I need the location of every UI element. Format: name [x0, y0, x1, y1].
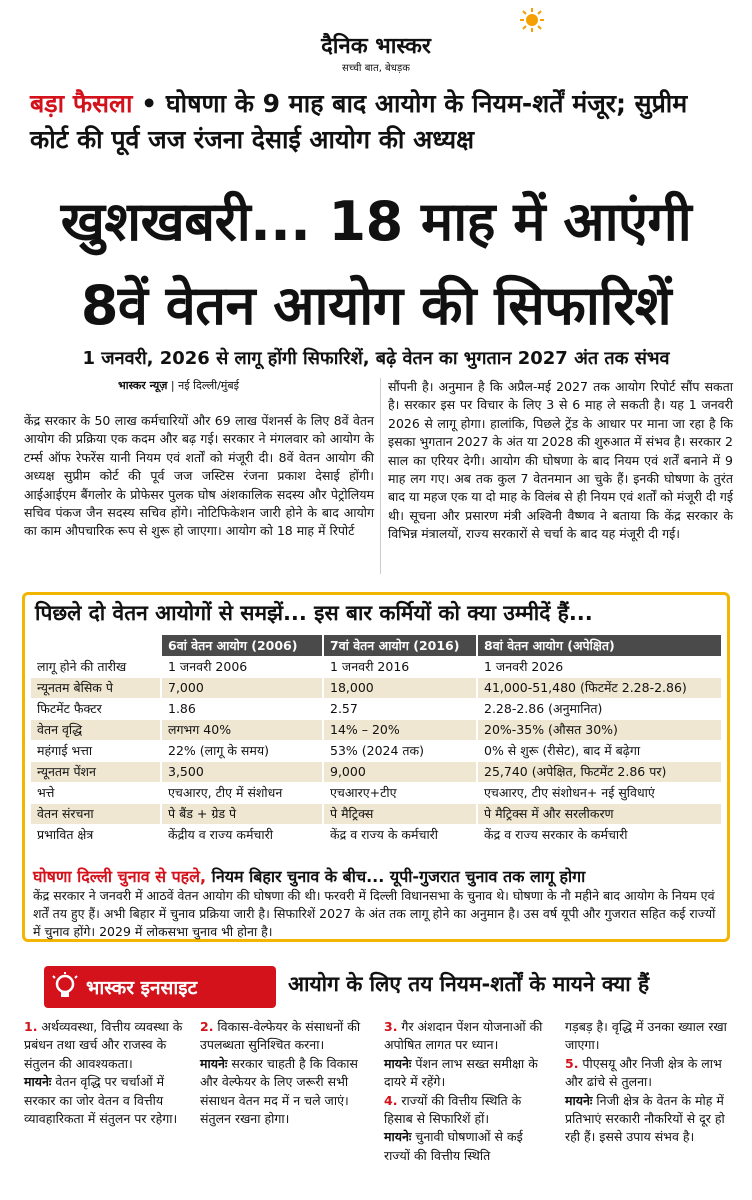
lightbulb-icon [50, 972, 80, 1002]
table-row [31, 782, 722, 803]
byline-place: | नई दिल्ली/मुंबई [167, 379, 240, 392]
point-number: 1. [24, 1019, 38, 1034]
subheadline: 1 जनवरी, 2026 से लागू होंगी सिफारिशें, बढ़े वेतन का भुगतान 2027 अंत तक संभव [82, 348, 670, 369]
point-text: विकास-वेल्फेयर के संसाधनों की उपलब्धता सुनिश्चित करना। [200, 1019, 361, 1053]
comparison-title: पिछले दो वेतन आयोगों से समझें... इस बार कर्मियों को क्या उम्मीदें हैं... [35, 601, 593, 625]
table-cell: 2.57 [323, 698, 477, 719]
meaning-label: मायनेः [384, 1055, 412, 1071]
row-label: भत्ते [31, 782, 161, 803]
table-cell: 41,000-51,480 (फिटमेंट 2.28-2.86) [477, 677, 722, 698]
article-column-left: केंद्र सरकार के 50 लाख कर्मचारियों और 69 लाख पेंशनर्स के लिए 8वें वेतन आयोग की प्रक्रिया एक कदम और बढ़ गई। सरकार ने मंगलवार को आयोग के टर्म्स ऑफ रेफरेंस यानी नियम एवं शर्तों को मंजूरी दी। 8वें वेतन आयोग की अध्यक्ष सुप्रीम कोर्ट की पूर्व जज जस्टिस रंजना प्रकाश देसाई होंगी। आईआईएम बैंगलोर के प्रोफेसर पुलक घोष अंशकालिक सदस्य और पेट्रोलियम सचिव पंकज जैन सदस्य सचिव होंगे। नोटिफिकेशन जारी होने के बाद आयोग का काम औपचारिक रूप से शुरू हो जाएगा। आयोग को 18 माह में रिपोर्ट [24, 413, 374, 539]
point-text: राज्यों की वित्तीय स्थिति के हिसाब से सिफारिशें हों। [384, 1092, 522, 1127]
newspaper-tagline: सच्ची बात, बेधड़क [342, 63, 410, 74]
table-cell: 7,000 [161, 677, 323, 698]
election-paragraph: केंद्र सरकार ने जनवरी में आठवें वेतन आयोग की घोषणा की थी। फरवरी में दिल्ली विधानसभा के चुनाव थे। घोषणा के नौ महीने बाद आयोग के नियम एवं शर्तें तय हुए हैं। अभी बिहार में चुनाव प्रक्रिया जारी है। सिफारिशें 2027 के अंत तक लागू होने का अनुमान है। उस वर्ष यूपी और गुजरात सहित कई राज्यों में चुनाव होंगे। 2029 में लोकसभा चुनाव भी होना है। [33, 888, 716, 939]
masthead [0, 0, 752, 80]
table-cell: 2.28-2.86 (अनुमानित) [477, 698, 722, 719]
table-cell: 25,740 (अपेक्षित, फिटमेंट 2.86 पर) [477, 761, 722, 782]
table-row [31, 803, 722, 824]
table-cell: केंद्रीय व राज्य कर्मचारी [161, 824, 323, 845]
byline [118, 378, 239, 393]
election-subheadline-rest: नियम बिहार चुनाव के बीच... यूपी-गुजरात चुनाव तक लागू होगा [206, 867, 586, 886]
table-row [31, 677, 722, 698]
kicker [30, 86, 730, 158]
table-row [31, 740, 722, 761]
insight-point-1 [24, 1018, 184, 1128]
insight-point-2 [200, 1018, 364, 1128]
table-cell: एचआरए+टीए [323, 782, 477, 803]
table-cell: एचआरए, टीए में संशोधन [161, 782, 323, 803]
table-cell: 14% – 20% [323, 719, 477, 740]
row-label: लागू होने की तारीख [31, 656, 161, 677]
insight-point-5 [565, 1018, 730, 1147]
byline-source: भास्कर न्यूज़ [118, 379, 168, 392]
table-row [31, 719, 722, 740]
headline-line-2: 8वें वेतन आयोग की सिफारिशें [80, 274, 672, 337]
point-text: अर्थव्यवस्था, वित्तीय व्यवस्था के प्रबंधन तथा खर्च और राजस्व के संतुलन की आवश्यकता। [24, 1019, 183, 1071]
table-cell: 53% (2024 तक) [323, 740, 477, 761]
continued-text: गड़बड़ है। वृद्धि में उनका ख्याल रखा जाएगा। [565, 1019, 727, 1053]
table-cell: केंद्र व राज्य के कर्मचारी [323, 824, 477, 845]
table-cell: 1.86 [161, 698, 323, 719]
point-number: 4. [384, 1092, 398, 1108]
table-header-row [31, 635, 722, 656]
row-label: वेतन वृद्धि [31, 719, 161, 740]
headline [0, 180, 752, 348]
insight-title: आयोग के लिए तय नियम-शर्तों के मायने क्या हैं [288, 972, 650, 996]
table-cell: 9,000 [323, 761, 477, 782]
table-row [31, 698, 722, 719]
table-header-cell [31, 635, 161, 656]
insight-point-3-4 [384, 1018, 550, 1165]
table-row [31, 824, 722, 845]
row-label: फिटमेंट फैक्टर [31, 698, 161, 719]
table-cell: 1 जनवरी 2016 [323, 656, 477, 677]
table-row [31, 656, 722, 677]
kicker-label: बड़ा फैसला [30, 89, 133, 118]
insight-label: भास्कर इनसाइट [86, 977, 198, 999]
table-header-cell: 6वां वेतन आयोग (2006) [161, 635, 323, 656]
table-cell: 20%-35% (औसत 30%) [477, 719, 722, 740]
row-label: वेतन संरचना [31, 803, 161, 824]
table-cell: पे बैंड + ग्रेड पे [161, 803, 323, 824]
table-cell: पे मैट्रिक्स में और सरलीकरण [477, 803, 722, 824]
table-cell: 22% (लागू के समय) [161, 740, 323, 761]
comparison-table [31, 635, 723, 846]
meaning-text: सरकार चाहती है कि विकास और वेल्फेयर के लिए जरूरी सभी संसाधन वेतन मद में न चले जाएं। संतुलन रखना होगा। [200, 1055, 358, 1127]
headline-line-1: खुशखबरी... 18 माह में आएंगी [60, 190, 692, 253]
newspaper-name: दैनिक भास्कर [321, 34, 431, 59]
table-cell: एचआरए, टीए संशोधन+ नई सुविधाएं [477, 782, 722, 803]
article-column-right: सौंपनी है। अनुमान है कि अप्रैल-मई 2027 तक आयोग रिपोर्ट सौंप सकता है। सरकार इस पर विचार के लिए 3 से 6 माह ले सकती है। यह 1 जनवरी 2026 से लागू होगा। हालांकि, पिछले ट्रेंड के आधार पर माना जा रहा है कि इसका भुगतान 2027 के अंत या 2028 की शुरुआत में संभव है। सरकार 2 साल का एरियर देगी। आयोग की घोषणा के बाद नियम एवं शर्तें बनाने में 9 माह लग गए। अब तक कुल 7 वेतनमान आ चुके हैं। इनकी घोषणा के तुरंत बाद या महज एक या दो माह के विलंब से ही नियम एवं शर्तों को मंजूरी दी गई थी। सूचना और प्रसारण मंत्री अश्विनी वैष्णव ने बताया कि केंद्र सरकार के विभिन्न मंत्रालयों, राज्य सरकारों से चर्चा के बाद यह मंजूरी दी गई। [388, 379, 733, 542]
table-cell: लगभग 40% [161, 719, 323, 740]
point-number: 5. [565, 1055, 579, 1071]
row-label: न्यूनतम पेंशन [31, 761, 161, 782]
table-header-cell: 7वां वेतन आयोग (2016) [323, 635, 477, 656]
sun-logo-icon [520, 8, 544, 32]
table-cell: केंद्र व राज्य सरकार के कर्मचारी [477, 824, 722, 845]
meaning-label: मायनेः [24, 1074, 52, 1090]
table-cell: 3,500 [161, 761, 323, 782]
table-row [31, 761, 722, 782]
meaning-label: मायनेः [565, 1092, 593, 1108]
table-cell: पे मैट्रिक्स [323, 803, 477, 824]
meaning-text: चुनावी घोषणाओं से कई राज्यों की वित्तीय स्थिति [384, 1129, 523, 1163]
point-text: गैर अंशदान पेंशन योजनाओं की अपोषित लागत पर ध्यान। [384, 1019, 543, 1053]
point-number: 3. [384, 1019, 398, 1034]
row-label: महंगाई भत्ता [31, 740, 161, 761]
meaning-text: पेंशन लाभ सख्त समीक्षा के दायरे में रहेंगे। [384, 1055, 538, 1090]
table-cell: 18,000 [323, 677, 477, 698]
table-cell: 1 जनवरी 2026 [477, 656, 722, 677]
kicker-text: • घोषणा के 9 माह बाद आयोग के नियम-शर्तें मंजूर; सुप्रीम कोर्ट की पूर्व जज रंजना देसाई आयोग की अध्यक्ष [30, 89, 688, 154]
meaning-label: मायनेः [200, 1055, 228, 1071]
insight-badge [44, 966, 276, 1008]
column-divider [380, 378, 381, 574]
row-label: न्यूनतम बेसिक पे [31, 677, 161, 698]
table-cell: 0% से शुरू (रीसेट), बाद में बढ़ेगा [477, 740, 722, 761]
table-header-cell: 8वां वेतन आयोग (अपेक्षित) [477, 635, 722, 656]
meaning-text: वेतन वृद्धि पर चर्चाओं में सरकार का जोर वेतन व वित्तीय व्यावहारिकता में संतुलन पर रहेगा। [24, 1074, 178, 1127]
election-subheadline [33, 865, 585, 887]
table-cell: 1 जनवरी 2006 [161, 656, 323, 677]
comparison-box [22, 592, 730, 942]
point-text: पीएसयू और निजी क्षेत्र के लाभ और ढांचे से तुलना। [565, 1055, 722, 1090]
row-label: प्रभावित क्षेत्र [31, 824, 161, 845]
meaning-text: निजी क्षेत्र के वेतन के मोह में प्रतिभाएं सरकारी नौकरियों से दूर हो रही हैं। इससे उपाय संभव है। [565, 1092, 725, 1145]
election-subheadline-red: घोषणा दिल्ली चुनाव से पहले, [33, 867, 207, 886]
point-number: 2. [200, 1019, 214, 1034]
meaning-label: मायनेः [384, 1129, 412, 1145]
